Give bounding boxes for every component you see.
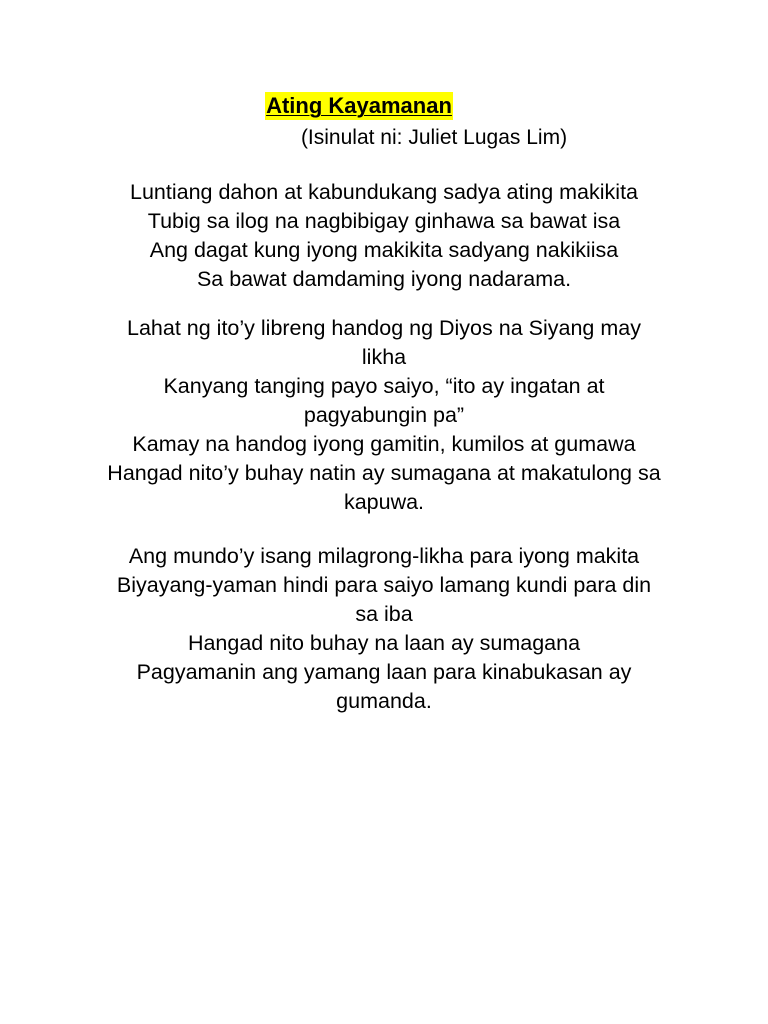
poem-line: Ang mundo’y isang milagrong-likha para iyong makita xyxy=(128,544,640,568)
poem-line: Kanyang tanging payo saiyo, “ito ay ingatan at pagyabungin pa” xyxy=(163,374,605,427)
stanza-1 xyxy=(0,178,768,294)
poem-line: Kamay na handog iyong gamitin, kumilos at gumawa xyxy=(132,432,636,456)
poem-line: Hangad nito buhay na laan ay sumagana xyxy=(187,631,581,655)
poem-line: Sa bawat damdaming iyong nadarama. xyxy=(196,267,572,291)
stanza-2 xyxy=(0,314,768,517)
poem-line: Hangad nito’y buhay natin ay sumagana at makatulong sa kapuwa. xyxy=(107,461,661,514)
poem-line: Lahat ng ito’y libreng handog ng Diyos na Siyang may likha xyxy=(127,316,641,369)
poem-line: Ang dagat kung iyong makikita sadyang nakikiisa xyxy=(149,238,619,262)
poem-line: Tubig sa ilog na nagbibigay ginhawa sa bawat isa xyxy=(147,209,621,233)
poem-line: Luntiang dahon at kabundukang sadya ating makikita xyxy=(129,180,638,204)
title-container xyxy=(0,92,768,120)
poem-line: Pagyamanin ang yamang laan para kinabukasan ay gumanda. xyxy=(136,660,632,713)
poem-title: Ating Kayamanan xyxy=(266,93,452,118)
author-line: (Isinulat ni: Juliet Lugas Lim) xyxy=(300,126,568,149)
poem-line: Biyayang-yaman hindi para saiyo lamang kundi para din sa iba xyxy=(116,573,652,626)
stanza-3 xyxy=(0,542,768,716)
